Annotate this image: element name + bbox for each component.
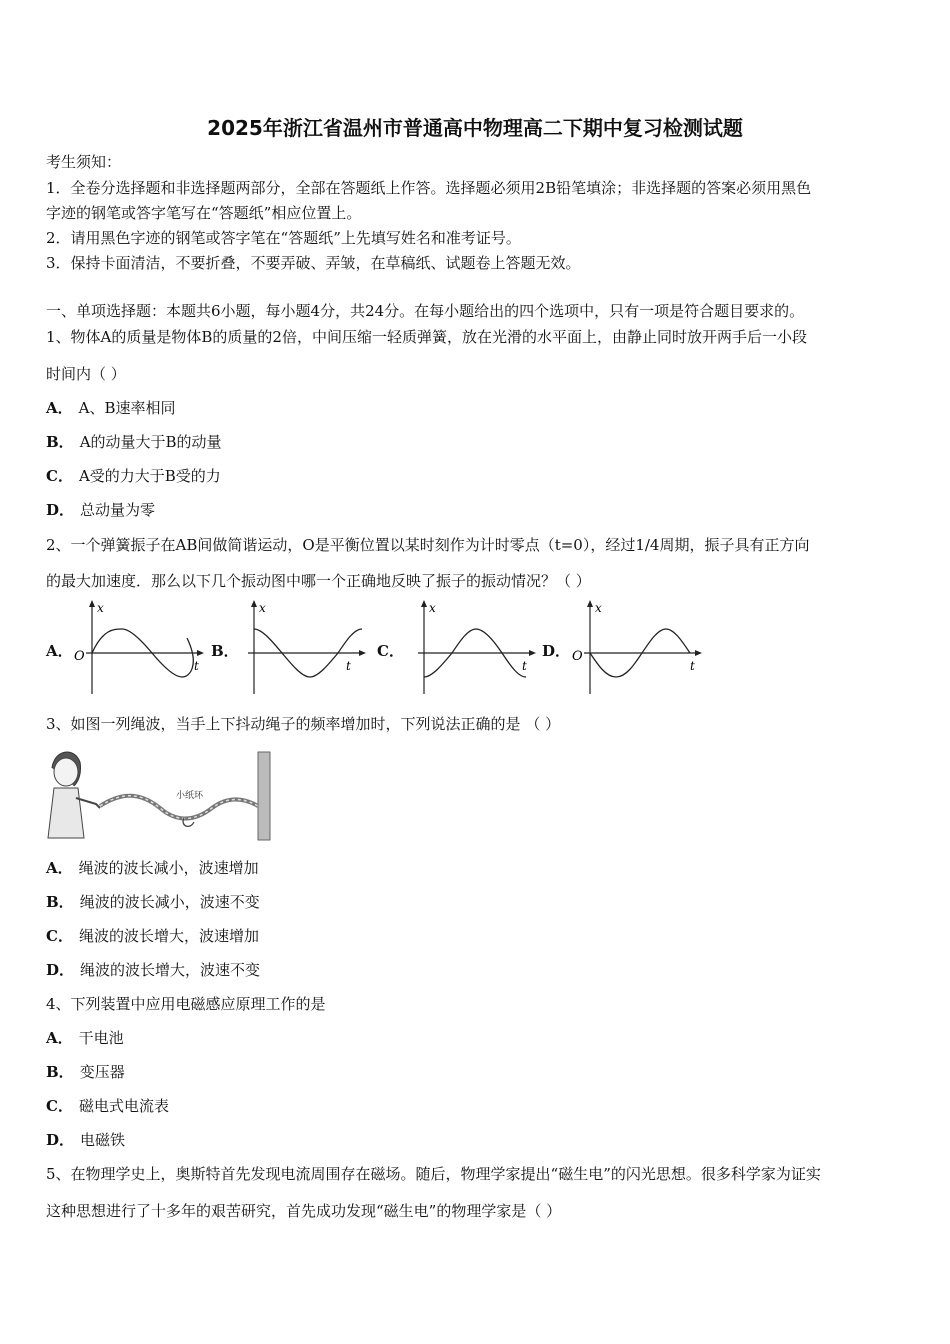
y-axis-label: x bbox=[429, 601, 436, 615]
x-axis-label: t bbox=[690, 659, 695, 673]
notice-item-1: 1．全卷分选择题和非选择题两部分，全部在答题纸上作答。选择题必须用2B铅笔填涂；非选择题的答案必须用黑色 bbox=[46, 179, 812, 197]
notice-item-1-cont: 字迹的钢笔或答字笔写在“答题纸”相应位置上。 bbox=[46, 204, 362, 222]
q2-graph-c-label[interactable]: C． bbox=[377, 642, 404, 660]
notice-item-2: 2．请用黑色字迹的钢笔或答字笔在“答题纸”上先填写姓名和准考证号。 bbox=[46, 229, 521, 247]
q5-stem-cont: 这种思想进行了十多年的艰苦研究，首先成功发现“磁生电”的物理学家是（ ） bbox=[46, 1202, 562, 1220]
x-axis-arrow bbox=[359, 650, 366, 656]
q4-option-c[interactable]: C． 磁电式电流表 bbox=[46, 1097, 169, 1115]
page-title: 2025年浙江省温州市普通高中物理高二下期中复习检测试题 bbox=[207, 116, 743, 140]
wall bbox=[258, 752, 270, 840]
q1-option-b[interactable]: B． A的动量大于B的动量 bbox=[46, 433, 222, 451]
x-axis-label: t bbox=[194, 659, 199, 673]
q4-stem: 4、下列装置中应用电磁感应原理工作的是 bbox=[46, 995, 326, 1013]
q5-stem: 5、在物理学史上，奥斯特首先发现电流周围存在磁场。随后，物理学家提出“磁生电”的闪光思想。很多科学家为证实 bbox=[46, 1165, 821, 1183]
q1-stem: 1、物体A的质量是物体B的质量的2倍，中间压缩一轻质弹簧，放在光滑的水平面上，由静止同时放开两手后一小段 bbox=[46, 328, 807, 346]
q3-option-d[interactable]: D． 绳波的波长增大，波速不变 bbox=[46, 961, 261, 979]
q4-option-a[interactable]: A． 干电池 bbox=[46, 1029, 124, 1047]
y-axis-arrow bbox=[421, 600, 427, 607]
y-axis-arrow bbox=[89, 600, 95, 607]
q2-graph-c bbox=[404, 598, 544, 696]
q2-graph-a bbox=[72, 598, 212, 696]
x-axis-arrow bbox=[529, 650, 536, 656]
q3-option-a[interactable]: A． 绳波的波长减小，波速增加 bbox=[46, 859, 259, 877]
q4-option-d[interactable]: D． 电磁铁 bbox=[46, 1131, 126, 1149]
origin-label: O bbox=[74, 649, 85, 664]
person-head bbox=[54, 758, 78, 786]
q3-option-b[interactable]: B． 绳波的波长减小，波速不变 bbox=[46, 893, 260, 911]
q2-graph-b bbox=[234, 598, 374, 696]
q2-graph-a-label[interactable]: A． bbox=[46, 642, 73, 660]
person-body bbox=[48, 788, 84, 838]
q1-option-d[interactable]: D． 总动量为零 bbox=[46, 501, 156, 519]
q4-option-b[interactable]: B． 变压器 bbox=[46, 1063, 125, 1081]
notice-item-3: 3．保持卡面清洁，不要折叠，不要弄破、弄皱，在草稿纸、试题卷上答题无效。 bbox=[46, 254, 581, 272]
q1-stem-cont: 时间内（ ） bbox=[46, 365, 126, 383]
q3-rope-figure bbox=[44, 742, 274, 842]
x-axis-arrow bbox=[695, 650, 702, 656]
q3-stem: 3、如图一列绳波，当手上下抖动绳子的频率增加时，下列说法正确的是 （ ） bbox=[46, 715, 561, 733]
section-heading: 一、单项选择题：本题共6小题，每小题4分，共24分。在每小题给出的四个选项中，只有一项是符合题目要求的。 bbox=[46, 302, 805, 320]
y-axis-arrow bbox=[251, 600, 257, 607]
paper-ring-label: 小纸环 bbox=[176, 791, 204, 801]
x-axis-label: t bbox=[522, 659, 527, 673]
q3-option-c[interactable]: C． 绳波的波长增大，波速增加 bbox=[46, 927, 259, 945]
y-axis-label: x bbox=[259, 601, 266, 615]
q2-stem: 2、一个弹簧振子在AB间做简谐运动，O是平衡位置以某时刻作为计时零点（t=0），经过1/4周期，振子具有正方向 bbox=[46, 536, 810, 554]
origin-label: O bbox=[572, 649, 583, 664]
q2-graph-b-label[interactable]: B． bbox=[211, 642, 239, 660]
y-axis-label: x bbox=[595, 601, 602, 615]
q2-stem-cont: 的最大加速度．那么以下几个振动图中哪一个正确地反映了振子的振动情况？（ ） bbox=[46, 572, 591, 590]
q1-option-c[interactable]: C． A受的力大于B受的力 bbox=[46, 467, 221, 485]
q1-option-a[interactable]: A． A、B速率相同 bbox=[46, 399, 176, 417]
x-axis-label: t bbox=[346, 659, 351, 673]
y-axis-label: x bbox=[97, 601, 104, 615]
q2-graph-d-label[interactable]: D． bbox=[542, 642, 571, 660]
notice-heading: 考生须知： bbox=[46, 153, 122, 171]
y-axis-arrow bbox=[587, 600, 593, 607]
x-axis-arrow bbox=[197, 650, 204, 656]
q2-graph-d bbox=[570, 598, 710, 696]
